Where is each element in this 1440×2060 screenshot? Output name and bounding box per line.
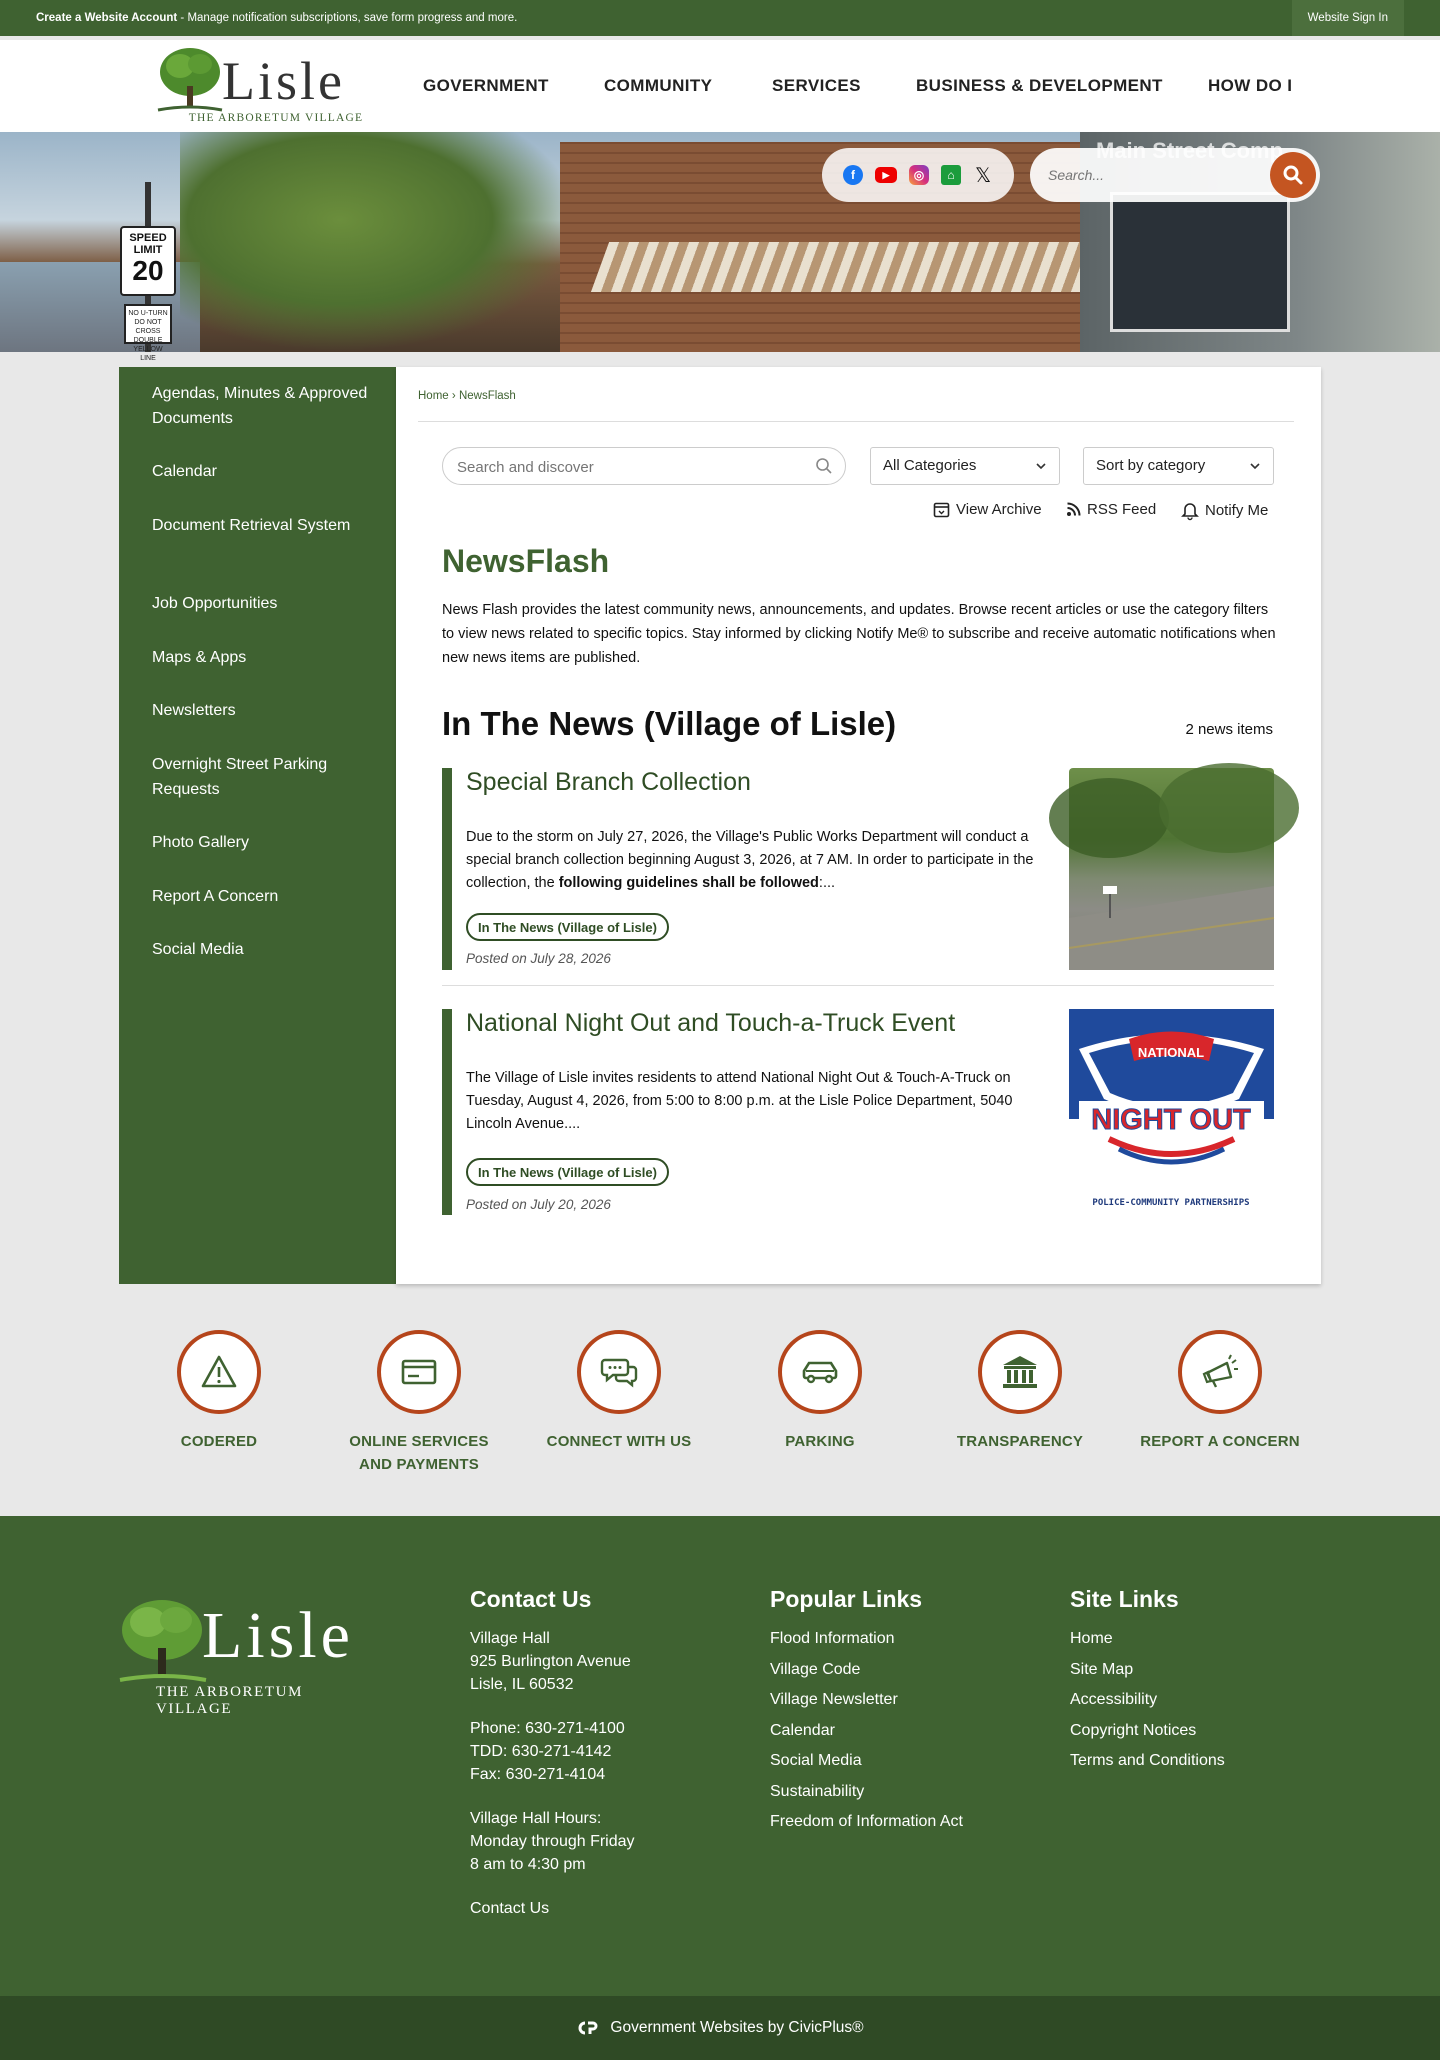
article-title[interactable]: National Night Out and Touch-a-Truck Event [466,1009,956,1037]
footer-popular-links [770,1586,963,1841]
hero-directory-board [1110,192,1290,332]
news-search-input[interactable] [457,457,797,477]
page-intro: News Flash provides the latest community news, announcements, and updates. Browse recent articles or use the category filters to view news related to specific topics. Stay informed by clicking Notify Me® to subscribe and receive automatic notifications when new news items are published. [442,602,1276,666]
sidebar-item-social-media[interactable]: Social Media [152,941,244,958]
megaphone-icon [1199,1351,1241,1393]
view-archive-link[interactable]: View Archive [933,501,1042,518]
sidebar-item-calendar[interactable]: Calendar [152,463,217,480]
sort-select[interactable]: Sort by category [1083,447,1274,485]
footer-link-copyright[interactable]: Copyright Notices [1070,1721,1197,1739]
footer-link-social-media[interactable]: Social Media [770,1752,862,1769]
contact-fax: Fax: 630-271-4104 [470,1766,606,1783]
traffic-sign: NO U-TURN DO NOT CROSS DOUBLE YELLOW LINE [124,304,172,344]
site-search-input[interactable] [1048,163,1268,187]
contact-tdd: TDD: 630-271-4142 [470,1743,612,1760]
sidebar-item-overnight-parking[interactable]: Overnight Street Parking Requests [152,756,328,798]
site-logo[interactable] [156,44,366,134]
breadcrumb-current[interactable]: NewsFlash [458,390,516,402]
news-count: 2 news items [1185,721,1273,738]
article-accent-bar [442,1009,452,1215]
quick-link-report-concern[interactable]: REPORT A CONCERN [1130,1330,1310,1453]
section-title: In The News (Village of Lisle) [442,705,897,742]
sidebar-item-agendas[interactable]: Agendas, Minutes & Approved Documents [152,385,368,427]
bell-icon [1181,501,1199,519]
night-out-main-text: NIGHT OUT [1091,1104,1251,1136]
rss-feed-link[interactable]: RSS Feed [1066,501,1156,518]
sidebar-item-jobs[interactable]: Job Opportunities [152,595,278,612]
news-search [442,447,846,485]
article-image-night-out[interactable] [1069,1009,1274,1211]
hero-awning [591,242,1129,292]
social-links [822,148,1014,202]
article-date: Posted on July 20, 2026 [466,1197,611,1212]
footer-link-calendar[interactable]: Calendar [770,1721,835,1739]
warning-icon [199,1352,239,1392]
footer-site-links [1070,1586,1225,1780]
chevron-down-icon [1035,460,1047,472]
nav-how-do-i[interactable]: HOW DO I [1208,76,1293,95]
search-icon[interactable] [815,457,833,475]
article-category-tag[interactable]: In The News (Village of Lisle) [466,913,669,941]
divider [418,421,1294,422]
sidebar-item-document-retrieval[interactable]: Document Retrieval System [152,517,351,534]
night-out-logo-icon [1069,1009,1274,1211]
facebook-icon[interactable]: f [843,165,863,185]
nav-community[interactable]: COMMUNITY [604,76,713,95]
road-photo-icon [1069,768,1274,970]
sidebar-item-maps-apps[interactable]: Maps & Apps [152,649,247,666]
sidebar-item-newsletters[interactable]: Newsletters [152,702,236,719]
car-icon [799,1352,841,1392]
government-building-icon [999,1351,1041,1393]
footer-logo[interactable] [120,1598,380,1717]
quick-link-online-services[interactable]: ONLINE SERVICES AND PAYMENTS [329,1330,509,1476]
breadcrumb [418,390,516,402]
sign-in-button[interactable]: Website Sign In [1292,0,1404,36]
footer-link-village-code[interactable]: Village Code [770,1660,861,1678]
page-title: NewsFlash [442,543,610,579]
article-summary: The Village of Lisle invites residents to attend National Night Out & Touch-A-Truck on Tuesday, August 4, 2026, from 5:00 to 8:00 p.m. at the Lisle Police Department, 5040 Lincoln Avenue.... [466,1070,1013,1132]
chat-icon [599,1352,639,1392]
footer-logo-subtitle: THE ARBORETUM VILLAGE [156,1684,304,1717]
footer-link-foia[interactable]: Freedom of Information Act [770,1813,963,1830]
footer-link-accessibility[interactable]: Accessibility [1070,1691,1158,1708]
news-article [442,768,1274,972]
article-summary: Due to the storm on July 27, 2026, the Village's Public Works Department will conduct a special branch collection beginning August 3, 2026, at 7 AM. In order to participate in the collection, the following guidelines shall be followed:... [466,829,1034,891]
footer-contact-link[interactable]: Contact Us [470,1900,550,1917]
civicplus-credit[interactable]: Government Websites by CivicPlus® [0,1996,1440,2060]
site-search-button[interactable] [1270,152,1316,198]
news-article [442,1009,1274,1215]
utility-bar [0,0,1440,36]
notify-me-link[interactable]: Notify Me [1181,501,1268,519]
quick-link-codered[interactable]: CODERED [129,1330,309,1453]
chevron-down-icon [1249,460,1261,472]
civicplus-logo-icon [576,2021,600,2035]
footer-link-newsletter[interactable]: Village Newsletter [770,1691,898,1708]
category-select[interactable]: All Categories [870,447,1060,485]
sidebar-item-photo-gallery[interactable]: Photo Gallery [152,834,249,851]
instagram-icon[interactable]: ◎ [909,165,929,185]
quick-links [0,1330,1440,1515]
tree-logo-icon [120,1596,206,1686]
search-icon [1282,164,1304,186]
rss-icon [1066,502,1081,517]
site-header [0,36,1440,132]
x-icon[interactable]: 𝕏 [974,164,992,187]
footer-popular-title: Popular Links [770,1586,923,1612]
footer-site-title: Site Links [1070,1586,1179,1612]
contact-phone[interactable]: Phone: 630-271-4100 [470,1720,625,1737]
sidebar-item-report-concern[interactable]: Report A Concern [152,888,279,905]
sidebar-nav [119,367,396,1284]
hours-title: Village Hall Hours: [470,1810,602,1827]
night-out-sub-text: POLICE-COMMUNITY PARTNERSHIPS [1092,1198,1250,1208]
article-image-branches[interactable] [1069,768,1274,970]
footer-link-home[interactable]: Home [1070,1630,1113,1647]
hours-days: Monday through Friday [470,1833,635,1850]
footer-link-flood[interactable]: Flood Information [770,1630,895,1647]
night-out-top-text: NATIONAL [1137,1045,1205,1060]
nav-services[interactable]: SERVICES [772,76,861,95]
article-date: Posted on July 28, 2026 [466,951,611,966]
article-accent-bar [442,768,452,970]
contact-address-1: 925 Burlington Avenue [470,1653,631,1670]
site-search [1030,148,1320,202]
contact-address-2: Lisle, IL 60532 [470,1676,574,1693]
footer-link-site-map[interactable]: Site Map [1070,1660,1134,1678]
nav-government[interactable]: GOVERNMENT [423,76,549,95]
main-content [396,367,1321,1284]
hero-trees [180,132,580,352]
article-category-tag[interactable]: In The News (Village of Lisle) [466,1158,669,1186]
hours-time: 8 am to 4:30 pm [470,1856,586,1873]
footer-contact-title: Contact Us [470,1586,592,1612]
breadcrumb-home[interactable]: Home [418,390,449,402]
speed-limit-sign: SPEED LIMIT 20 [120,226,176,296]
contact-hall: Village Hall [470,1630,550,1647]
nav-business-development[interactable]: BUSINESS & DEVELOPMENT [916,76,1163,95]
logo-wordmark: Lisle [222,51,345,111]
nextdoor-icon[interactable]: ⌂ [941,165,961,185]
logo-subtitle: THE ARBORETUM VILLAGE [188,112,364,124]
credit-card-icon [399,1352,439,1392]
youtube-icon[interactable]: ▶ [875,167,897,183]
article-title[interactable]: Special Branch Collection [466,768,751,796]
tree-logo-icon [158,46,222,116]
footer-contact [470,1586,635,1920]
footer-logo-wordmark: Lisle [202,1599,354,1672]
footer-link-terms[interactable]: Terms and Conditions [1070,1752,1225,1769]
archive-icon [933,501,950,518]
quick-link-connect[interactable]: CONNECT WITH US [529,1330,709,1453]
quick-link-parking[interactable]: PARKING [730,1330,910,1453]
site-footer [0,1516,1440,1996]
breadcrumb-separator: › [451,390,456,402]
quick-link-transparency[interactable]: TRANSPARENCY [930,1330,1110,1453]
article-divider [442,985,1274,986]
create-account-link[interactable]: Create a Website Account - Manage notification subscriptions, save form progress and more. [36,12,518,24]
footer-link-sustainability[interactable]: Sustainability [770,1782,865,1800]
